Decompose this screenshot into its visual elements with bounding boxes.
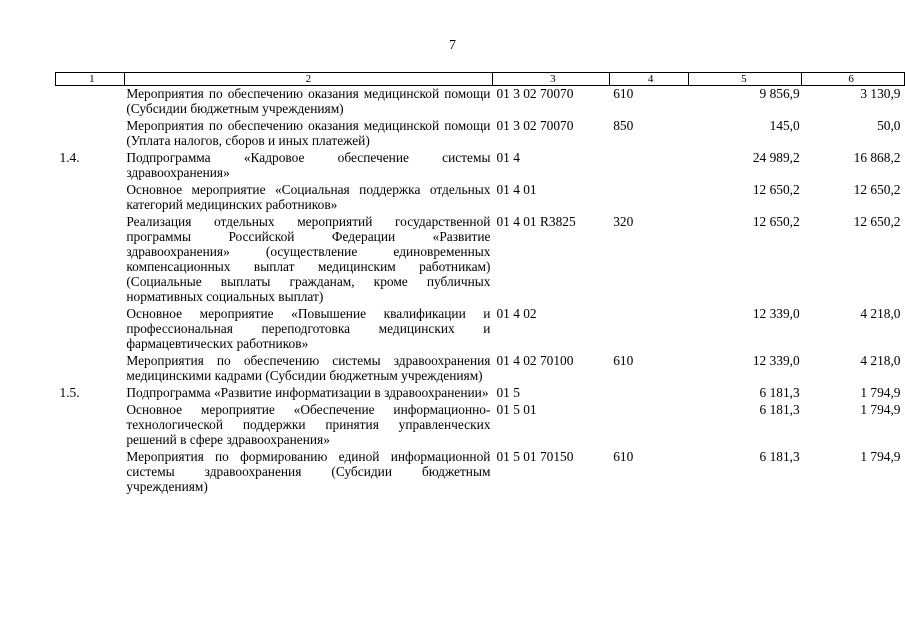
table-row: [56, 214, 905, 306]
row-code: 01 4 01 R3825: [496, 214, 576, 229]
row-amount-2: 50,0: [877, 118, 901, 133]
row-number: [56, 118, 125, 150]
column-header-2: 2: [124, 73, 492, 86]
row-expense-type: 320: [613, 214, 634, 229]
row-expense-type: [609, 150, 688, 182]
row-name: Подпрограмма «Кадровое обеспечение системы здравоохранения»: [126, 150, 491, 180]
row-expense-type: [609, 385, 688, 402]
row-code: 01 4: [496, 150, 520, 165]
table-row: [56, 385, 905, 402]
row-number: 1.5.: [59, 385, 80, 400]
table-row: [56, 150, 905, 182]
row-number: [56, 306, 125, 353]
row-number: [56, 449, 125, 496]
row-amount-1: 12 650,2: [752, 182, 800, 197]
row-number: [56, 353, 125, 385]
row-amount-2: 4 218,0: [860, 306, 901, 321]
row-amount-1: 12 650,2: [752, 214, 800, 229]
row-amount-2: 3 130,9: [860, 86, 901, 101]
table-row: [56, 86, 905, 119]
row-number: [56, 402, 125, 449]
row-amount-2: 1 794,9: [860, 449, 901, 464]
row-name: Мероприятия по обеспечению оказания медицинской помощи (Субсидии бюджетным учреждениям): [126, 86, 491, 116]
row-number: [56, 214, 125, 306]
row-amount-1: 24 989,2: [752, 150, 800, 165]
row-code: 01 3 02 70070: [496, 86, 574, 101]
column-header-5: 5: [688, 73, 802, 86]
budget-table: [55, 72, 905, 496]
row-amount-1: 6 181,3: [759, 449, 800, 464]
row-expense-type: 610: [613, 449, 634, 464]
column-header-3: 3: [492, 73, 609, 86]
row-expense-type: 610: [613, 353, 634, 368]
table-row: [56, 353, 905, 385]
column-header-1: 1: [56, 73, 125, 86]
column-number-row: [56, 73, 905, 86]
row-expense-type: [609, 306, 688, 353]
table-row: [56, 402, 905, 449]
row-expense-type: 610: [613, 86, 634, 101]
table-row: [56, 118, 905, 150]
row-code: 01 3 02 70070: [496, 118, 574, 133]
row-expense-type: 850: [613, 118, 634, 133]
row-code: 01 4 01: [496, 182, 537, 197]
row-number: [56, 182, 125, 214]
row-name: Реализация отдельных мероприятий государственной программы Российской Федерации «Развитие здравоохранения» (осуществление единовременных компенсационных выплат медицинским работникам) (Социальные выплаты гражданам, кроме публичных нормативных социальных выплат): [126, 214, 491, 304]
table-row: [56, 449, 905, 496]
row-amount-2: 12 650,2: [853, 182, 901, 197]
row-amount-1: 9 856,9: [759, 86, 800, 101]
row-name: Основное мероприятие «Повышение квалификации и профессиональная переподготовка медицинских и фармацевтических работников»: [126, 306, 491, 351]
row-expense-type: [609, 402, 688, 449]
row-amount-2: 16 868,2: [853, 150, 901, 165]
row-name: Мероприятия по обеспечению оказания медицинской помощи (Уплата налогов, сборов и иных платежей): [126, 118, 491, 148]
row-code: 01 4 02: [496, 306, 537, 321]
row-name: Мероприятия по формированию единой информационной системы здравоохранения (Субсидии бюджетным учреждениям): [126, 449, 491, 494]
row-amount-1: 12 339,0: [752, 306, 800, 321]
column-header-4: 4: [609, 73, 688, 86]
row-amount-2: 12 650,2: [853, 214, 901, 229]
column-header-6: 6: [802, 73, 905, 86]
row-amount-1: 12 339,0: [752, 353, 800, 368]
row-code: 01 5 01 70150: [496, 449, 574, 464]
row-code: 01 5: [496, 385, 520, 400]
row-name: Основное мероприятие «Социальная поддержка отдельных категорий медицинских работников»: [126, 182, 491, 212]
row-name: Подпрограмма «Развитие информатизации в здравоохранении»: [126, 385, 489, 400]
row-amount-1: 6 181,3: [759, 385, 800, 400]
table-row: [56, 182, 905, 214]
table-row: [56, 306, 905, 353]
row-amount-2: 1 794,9: [860, 385, 901, 400]
row-number: 1.4.: [59, 150, 80, 165]
row-code: 01 5 01: [496, 402, 537, 417]
row-amount-2: 4 218,0: [860, 353, 901, 368]
row-number: [56, 86, 125, 119]
row-amount-2: 1 794,9: [860, 402, 901, 417]
row-amount-1: 145,0: [769, 118, 800, 133]
row-amount-1: 6 181,3: [759, 402, 800, 417]
row-name: Основное мероприятие «Обеспечение информационно-технологической поддержки принятия управленческих решений в сфере здравоохранения»: [126, 402, 491, 447]
page-number: 7: [449, 38, 456, 53]
row-code: 01 4 02 70100: [496, 353, 574, 368]
row-expense-type: [609, 182, 688, 214]
row-name: Мероприятия по обеспечению системы здравоохранения медицинскими кадрами (Субсидии бюджетным учреждениям): [126, 353, 491, 383]
